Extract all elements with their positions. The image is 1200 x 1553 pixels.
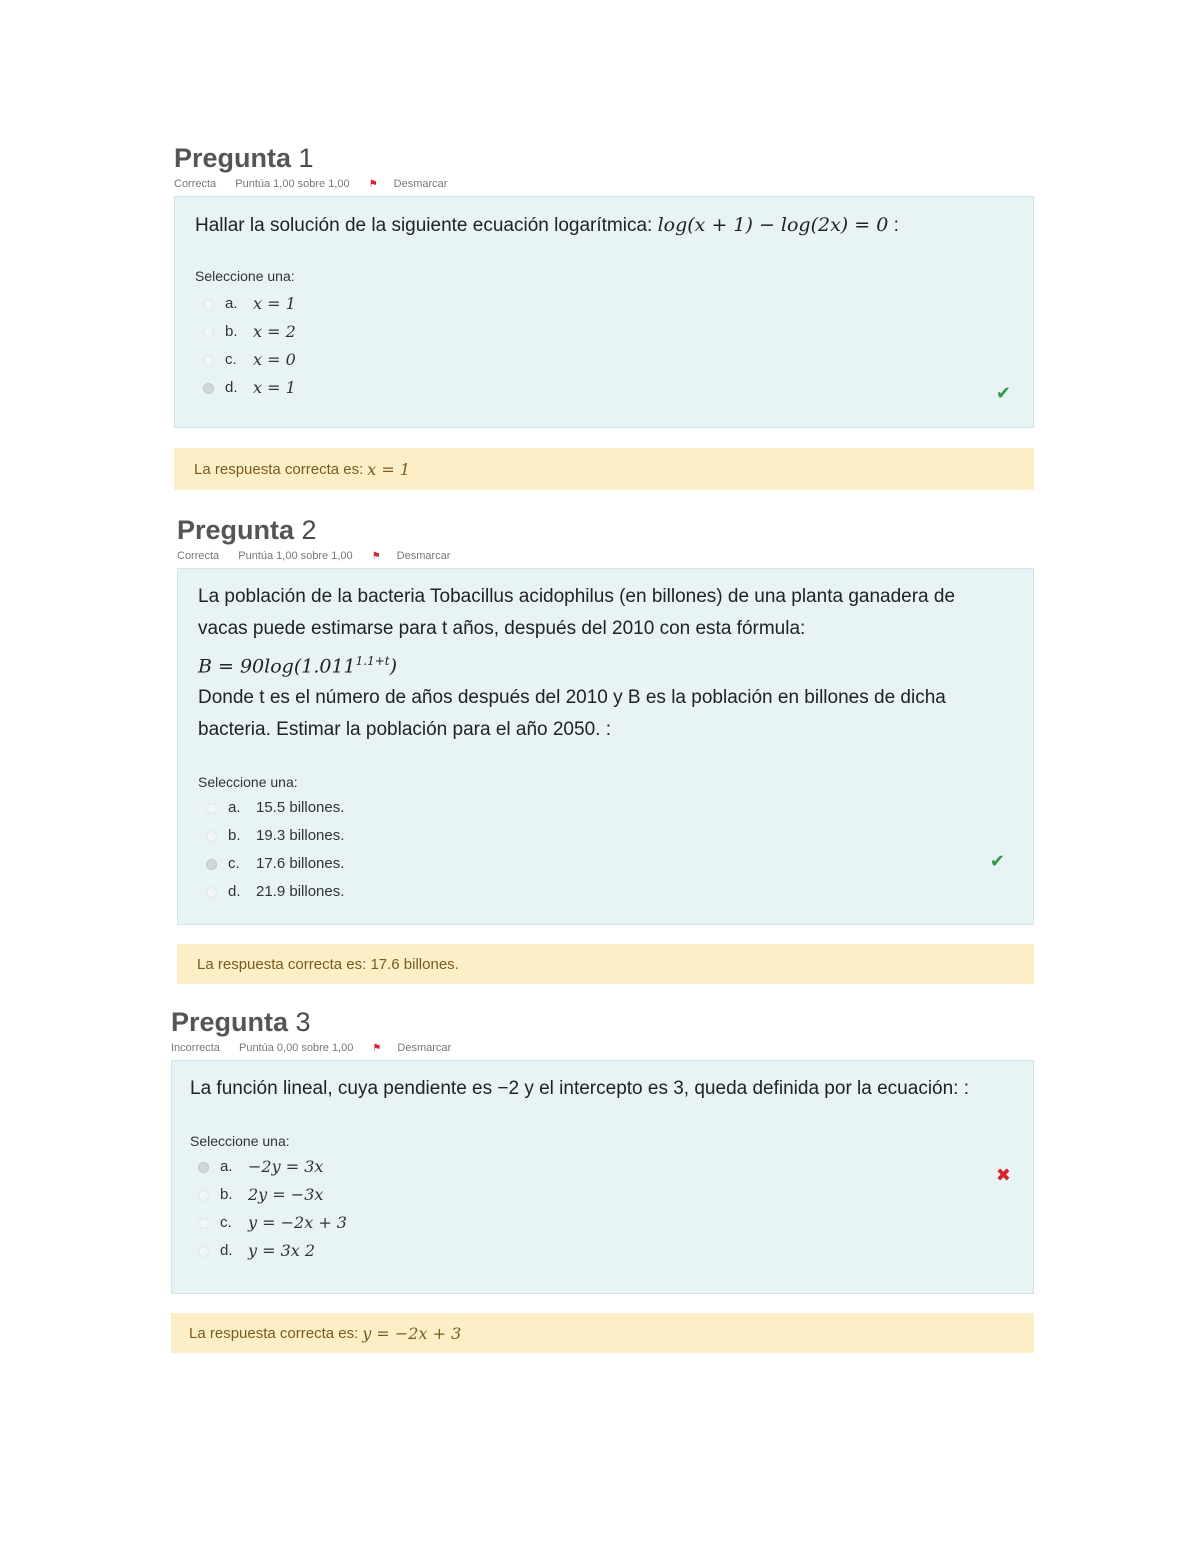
answer-option-a[interactable]: a. x = 1 — [203, 290, 1013, 318]
answer-list — [195, 290, 1013, 402]
question-title: Pregunta 3 — [171, 1007, 311, 1037]
check-icon: ✔ — [995, 383, 1011, 403]
question-1 — [174, 145, 1034, 428]
answer-option-d[interactable]: d. 21.9 billones. — [206, 878, 1013, 906]
radio-button-selected[interactable] — [203, 383, 214, 394]
question-formulation — [171, 1060, 1034, 1294]
question-info — [174, 178, 1034, 192]
status-label: Correcta — [174, 178, 217, 190]
question-2 — [177, 517, 1034, 925]
answer-option-c[interactable]: c. 17.6 billones. — [206, 850, 1013, 878]
radio-button[interactable] — [206, 887, 217, 898]
answer-option-b[interactable]: b. 19.3 billones. — [206, 822, 1013, 850]
answer-option-a[interactable]: a. −2y = 3x — [198, 1153, 1015, 1181]
radio-button[interactable] — [203, 299, 214, 310]
question-3 — [171, 1009, 1034, 1294]
answer-prompt: Seleccione una: — [195, 268, 295, 284]
question-info — [171, 1042, 1034, 1056]
correct-answer-feedback: La respuesta correcta es: x = 1 — [174, 448, 1034, 490]
flag-icon: ⚑ — [368, 179, 378, 190]
question-title: Pregunta 2 — [177, 515, 317, 545]
question-title: Pregunta 1 — [174, 143, 314, 173]
answer-list — [198, 794, 1013, 906]
score-label: Puntúa 1,00 sobre 1,00 — [238, 550, 353, 562]
flag-question-link[interactable]: ⚑ Desmarcar — [372, 1042, 452, 1054]
question-info — [177, 550, 1034, 564]
answer-option-c[interactable]: c. y = −2x + 3 — [198, 1209, 1015, 1237]
flag-icon: ⚑ — [372, 1043, 382, 1054]
answer-option-d[interactable]: d. y = 3x 2 — [198, 1237, 1015, 1265]
radio-button[interactable] — [206, 831, 217, 842]
question-text: La función lineal, cuya pendiente es −2 y el intercepto es 3, queda definida por la ecuación: : — [190, 1078, 970, 1099]
status-label: Incorrecta — [171, 1042, 220, 1054]
formula: $B = 90\log(1.011^{1.1+t})$ — [198, 654, 398, 678]
radio-button[interactable] — [198, 1246, 209, 1257]
score-label: Puntúa 0,00 sobre 1,00 — [238, 1042, 354, 1054]
question-formulation — [174, 196, 1034, 428]
flag-question-link[interactable]: ⚑ Desmarcar — [371, 550, 451, 562]
flag-question-link[interactable]: ⚑ Desmarcar — [368, 178, 448, 190]
check-icon: ✔ — [989, 851, 1005, 871]
radio-button[interactable] — [203, 327, 214, 338]
correct-answer-feedback: La respuesta correcta es: y = −2x + 3 — [171, 1313, 1034, 1353]
answer-list — [190, 1153, 1015, 1265]
question-text: La población de la bacteria Tobacillus acidophilus (en billones) de una planta ganadera de vacas puede estimarse para t años, después del 2010 con esta fórmula: $B = 90\log(1.011^{1.1+t})$ Donde t es el número de años después del 2010 y B es la población en billones de dicha bacteria. Estimar la población para el año 2050. : — [198, 581, 1013, 746]
radio-button-selected[interactable] — [198, 1162, 209, 1173]
flag-icon: ⚑ — [371, 551, 381, 562]
score-label: Puntúa 1,00 sobre 1,00 — [235, 178, 350, 190]
answer-option-d[interactable]: d. x = 1 — [203, 374, 1013, 402]
correct-answer-feedback: La respuesta correcta es: 17.6 billones. — [177, 944, 1034, 984]
question-formulation — [177, 568, 1034, 925]
answer-prompt: Seleccione una: — [190, 1133, 290, 1149]
cross-icon: ✖ — [995, 1165, 1011, 1185]
answer-option-b[interactable]: b. x = 2 — [203, 318, 1013, 346]
radio-button[interactable] — [203, 355, 214, 366]
radio-button-selected[interactable] — [206, 859, 217, 870]
radio-button[interactable] — [206, 803, 217, 814]
status-label: Correcta — [177, 550, 220, 562]
answer-option-a[interactable]: a. 15.5 billones. — [206, 794, 1013, 822]
answer-prompt: Seleccione una: — [198, 774, 298, 791]
radio-button[interactable] — [198, 1218, 209, 1229]
question-text: Hallar la solución de la siguiente ecuación logarítmica: log(x + 1) − log(2x) = 0 : — [195, 214, 899, 236]
radio-button[interactable] — [198, 1190, 209, 1201]
answer-option-b[interactable]: b. 2y = −3x — [198, 1181, 1015, 1209]
answer-option-c[interactable]: c. x = 0 — [203, 346, 1013, 374]
